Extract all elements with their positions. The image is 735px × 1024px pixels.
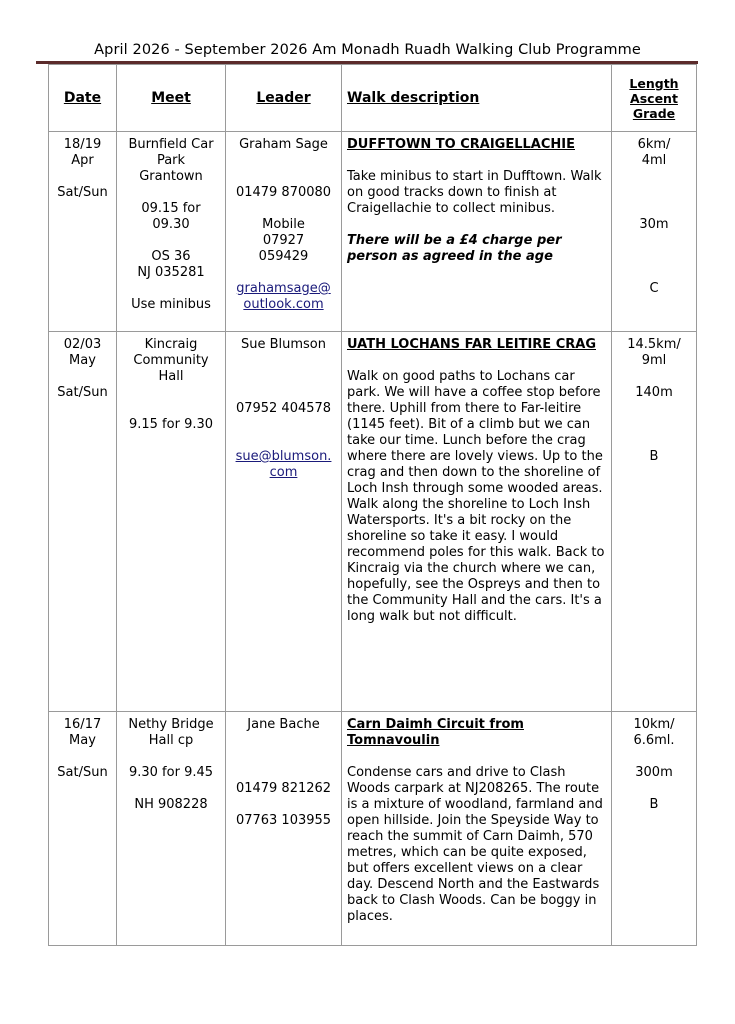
meet-cell: Burnfield Car Park Grantown 09.15 for 09.30 OS 36 NJ 035281 Use minibus [117,132,226,332]
leader-cell: Graham Sage 01479 870080 Mobile 07927 059429 grahamsage@ outlook.com [226,132,342,332]
leader-cell [226,712,342,946]
date-cell: 16/17 May Sat/Sun [49,712,117,946]
table-row [49,332,697,712]
length-cell: 6km/ 4ml 30m C [612,132,697,332]
table-row [49,132,697,332]
grade: C [649,281,659,296]
leader-phone: 01479 870080 [235,185,332,200]
length-cell: 10km/ 6.6ml. 300m B [612,712,697,946]
meet-cell: Kincraig Community Hall 9.15 for 9.30 [117,332,226,712]
header-row [49,65,697,132]
description-cell [342,712,612,946]
leader-email-link[interactable]: grahamsage@ outlook.com [236,281,331,312]
leader-email-link[interactable]: sue@blumson. com [235,449,332,480]
walk-text: Take minibus to start in Dufftown. Walk on good tracks down to finish at Craigellachie to collect minibus. [347,169,602,216]
ascent: 300m [635,765,673,780]
header-leader: Leader [226,65,342,132]
leader-name: Sue Blumson [240,337,327,352]
programme-table [48,64,697,946]
ascent: 140m [635,385,673,400]
header-length: Length Ascent Grade [612,65,697,132]
meet-cell: Nethy Bridge Hall cp 9.30 for 9.45 NH 908228 [117,712,226,946]
table-row [49,712,697,946]
date-cell: 18/19 Apr Sat/Sun [49,132,117,332]
walk-note: There will be a £4 charge per person as agreed in the age [347,233,562,264]
page-title: April 2026 - September 2026 Am Monadh Ruadh Walking Club Programme [94,42,641,58]
date-cell: 02/03 May Sat/Sun [49,332,117,712]
leader-phone-2: 07763 103955 [235,813,332,828]
walk-text: Walk on good paths to Lochans car park. We will have a coffee stop before there. Uphill from there to Far-leitire (1145 feet). Bit of a climb but we can take our time. Lunch before the crag where there are lovely views. Up to the crag and then down to the shoreline of Loch Insh through some wooded areas. Walk along the shoreline to Loch Insh Watersports. It's a bit rocky on the shoreline so take it easy. I would recommend poles for this walk. Back to Kincraig via the church where we can, hopefully, see the Ospreys and then to the Community Hall and the cars. It's a long walk but not difficult. [347,369,605,624]
walk-heading: DUFFTOWN TO CRAIGELLACHIE [347,137,575,152]
length-cell: 14.5km/ 9ml 140m B [612,332,697,712]
header-meet: Meet [117,65,226,132]
walk-heading: Carn Daimh Circuit from Tomnavoulin [347,717,524,748]
leader-name: Graham Sage [239,137,328,152]
leader-phone: 01479 821262 [235,781,332,796]
grade: B [649,797,659,812]
grade: B [649,449,659,464]
description-cell [342,332,612,712]
leader-phone: 07952 404578 [235,401,332,416]
leader-name: Jane Bache [247,717,320,732]
leader-cell [226,332,342,712]
walk-text: Condense cars and drive to Clash Woods carpark at NJ208265. The route is a mixture of woodland, farmland and open hillside. Join the Speyside Way to reach the summit of Carn Daimh, 570 metres, which can be quite exposed, but offers excellent views on a clear day. Descend North and the Eastwards back to Clash Woods. Can be boggy in places. [347,765,603,924]
header-date: Date [49,65,117,132]
header-description: Walk description [342,65,612,132]
description-cell [342,132,612,332]
walk-heading: UATH LOCHANS FAR LEITIRE CRAG [347,337,596,352]
ascent: 30m [639,217,669,232]
